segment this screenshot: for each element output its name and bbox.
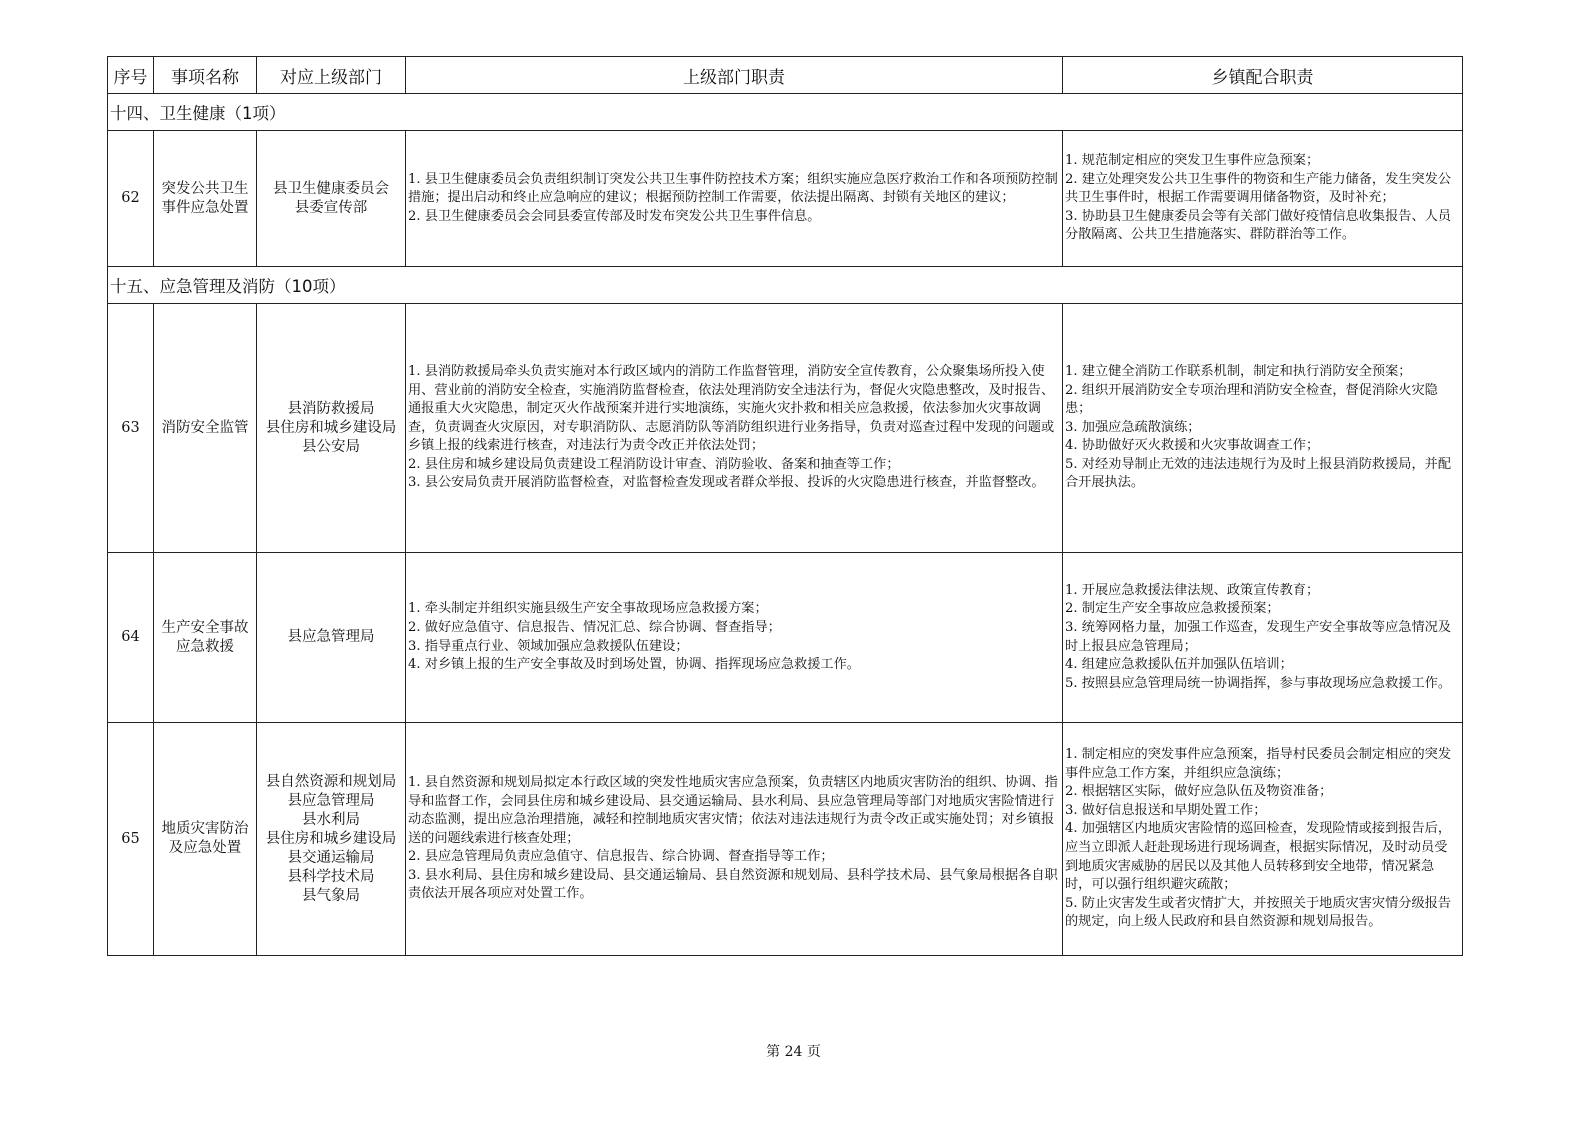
superior-duties <box>406 553 1063 723</box>
section-title: 十五、应急管理及消防（10项） <box>108 267 1463 304</box>
duty-item: 1. 县自然资源和规划局拟定本行政区域的突发性地质灾害应急预案，负责辖区内地质灾害防治的组织、协调、指导和监督工作，会同县住房和城乡建设局、县交通运输局、县水利局、县应急管理局等部门对地质灾害险情进行动态监测，提出应急治理措施，减轻和控制地质灾害灾情；依法对违法违规行为责令改正或实施处罚；对乡镇报送的问题线索进行核查处理； <box>408 774 1058 846</box>
duty-item: 2. 县应急管理局负责应急值守、信息报告、综合协调、督查指导等工作； <box>408 849 834 865</box>
superior-duties <box>406 304 1063 553</box>
duty-item: 2. 县卫生健康委员会会同县委宣传部及时发布突发公共卫生事件信息。 <box>408 208 821 224</box>
coop-item: 1. 建立健全消防工作联系机制，制定和执行消防安全预案； <box>1065 363 1412 379</box>
row-number: 63 <box>108 304 154 553</box>
row-number: 65 <box>108 723 154 956</box>
duty-item: 3. 指导重点行业、领域加强应急救援队伍建设； <box>408 638 689 654</box>
duty-item: 1. 牵头制定并组织实施县级生产安全事故现场应急救援方案； <box>408 601 768 617</box>
superior-duties <box>406 131 1063 267</box>
coop-item: 3. 加强应急疏散演练； <box>1065 419 1201 435</box>
duty-item: 3. 县水利局、县住房和城乡建设局、县交通运输局、县自然资源和规划局、县科学技术局、县气象局根据各自职责依法开展各项应对处置工作。 <box>408 867 1058 902</box>
township-duties <box>1063 304 1463 553</box>
coop-item: 1. 开展应急救援法律法规、政策宣传教育； <box>1065 582 1320 598</box>
row-number: 64 <box>108 553 154 723</box>
table-row <box>108 131 1463 267</box>
duty-item: 1. 县卫生健康委员会负责组织制订突发公共卫生事件防控技术方案；组织实施应急医疗救治工作和各项预防控制措施；提出启动和终止应急响应的建议；根据预防控制工作需要，依法提出隔离、封锁有关地区的建议； <box>408 171 1058 206</box>
township-duties <box>1063 131 1463 267</box>
table-row <box>108 723 1463 956</box>
coop-item: 1. 制定相应的突发事件应急预案，指导村民委员会制定相应的突发事件应急工作方案，并组织应急演练； <box>1065 747 1452 781</box>
coop-item: 3. 统筹网格力量，加强工作巡查，发现生产安全事故等应急情况及时上报县应急管理局； <box>1065 619 1452 654</box>
duty-item: 3. 县公安局负责开展消防监督检查，对监督检查发现或者群众举报、投诉的火灾隐患进行核查，并监督整改。 <box>408 475 1045 491</box>
table-header-row <box>108 57 1463 94</box>
duty-item: 4. 对乡镇上报的生产安全事故及时到场处置，协调、指挥现场应急救援工作。 <box>408 657 860 673</box>
coop-item: 3. 协助县卫生健康委员会等有关部门做好疫情信息收集报告、人员分散隔离、公共卫生措施落实、群防群治等工作。 <box>1065 208 1452 243</box>
coop-item: 2. 制定生产安全事故应急救援预案； <box>1065 601 1280 617</box>
section-title: 十四、卫生健康（1项） <box>108 94 1463 131</box>
item-name: 突发公共卫生 事件应急处置 <box>154 131 257 267</box>
header-superior-dept: 对应上级部门 <box>257 57 406 94</box>
coop-item: 4. 协助做好灭火救援和火灾事故调查工作； <box>1065 438 1320 454</box>
township-duties <box>1063 553 1463 723</box>
superior-duties <box>406 723 1063 956</box>
table-row <box>108 304 1463 553</box>
coop-item: 2. 建立处理突发公共卫生事件的物资和生产能力储备，发生突发公共卫生事件时，根据工作需要调用储备物资，及时补充； <box>1065 171 1452 206</box>
header-superior-duties: 上级部门职责 <box>406 57 1063 94</box>
township-duties <box>1063 723 1463 956</box>
header-item-name: 事项名称 <box>154 57 257 94</box>
coop-item: 5. 防止灾害发生或者灾情扩大，并按照关于地质灾害灾情分级报告的规定，向上级人民政府和县自然资源和规划局报告。 <box>1065 895 1452 930</box>
coop-item: 2. 根据辖区实际，做好应急队伍及物资准备； <box>1065 784 1333 800</box>
item-name: 消防安全监管 <box>154 304 257 553</box>
coop-item: 4. 加强辖区内地质灾害险情的巡回检查，发现险情或接到报告后，应当立即派人赶赴现场进行现场调查，根据实际情况，及时动员受到地质灾害威胁的居民以及其他人员转移到安全地带，情况紧急时，可以强行组织避灾疏散； <box>1065 821 1452 893</box>
row-number: 62 <box>108 131 154 267</box>
superior-dept: 县应急管理局 <box>257 553 406 723</box>
table-row <box>108 553 1463 723</box>
coop-item: 1. 规范制定相应的突发卫生事件应急预案； <box>1065 153 1320 169</box>
item-name: 生产安全事故 应急救援 <box>154 553 257 723</box>
header-seq: 序号 <box>108 57 154 94</box>
coop-item: 2. 组织开展消防安全专项治理和消防安全检查，督促消除火灾隐患； <box>1065 382 1438 417</box>
coop-item: 5. 按照县应急管理局统一协调指挥，参与事故现场应急救援工作。 <box>1065 675 1452 691</box>
item-name: 地质灾害防治 及应急处置 <box>154 723 257 956</box>
section-row <box>108 94 1463 131</box>
coop-item: 4. 组建应急救援队伍并加强队伍培训； <box>1065 657 1293 673</box>
superior-dept: 县消防救援局 县住房和城乡建设局 县公安局 <box>257 304 406 553</box>
header-township-duties: 乡镇配合职责 <box>1063 57 1463 94</box>
responsibility-table <box>107 56 1463 956</box>
page-number: 第 24 页 <box>766 1044 821 1060</box>
superior-dept: 县卫生健康委员会 县委宣传部 <box>257 131 406 267</box>
duty-item: 2. 县住房和城乡建设局负责建设工程消防设计审查、消防验收、备案和抽查等工作； <box>408 456 900 472</box>
duty-item: 2. 做好应急值守、信息报告、情况汇总、综合协调、督查指导； <box>408 619 781 635</box>
duty-item: 1. 县消防救援局牵头负责实施对本行政区域内的消防工作监督管理，消防安全宣传教育，公众聚集场所投入使用、营业前的消防安全检查，实施消防监督检查，依法处理消防安全违法行为，督促火灾隐患整改，及时报告、通报重大火灾隐患，制定灭火作战预案并进行实地演练，实施火灾扑救和相关应急救援，依法参加火灾事故调查，负责调查火灾原因，对专职消防队、志愿消防队等消防组织进行业务指导，负责对巡查过程中发现的问题或乡镇上报的线索进行核查，对违法行为责令改正并依法处罚； <box>408 363 1055 454</box>
superior-dept: 县自然资源和规划局 县应急管理局 县水利局 县住房和城乡建设局 县交通运输局 县科学技术局 县气象局 <box>257 723 406 956</box>
coop-item: 5. 对经劝导制止无效的违法违规行为及时上报县消防救援局，并配合开展执法。 <box>1065 456 1452 491</box>
section-row <box>108 267 1463 304</box>
coop-item: 3. 做好信息报送和早期处置工作； <box>1065 802 1267 818</box>
